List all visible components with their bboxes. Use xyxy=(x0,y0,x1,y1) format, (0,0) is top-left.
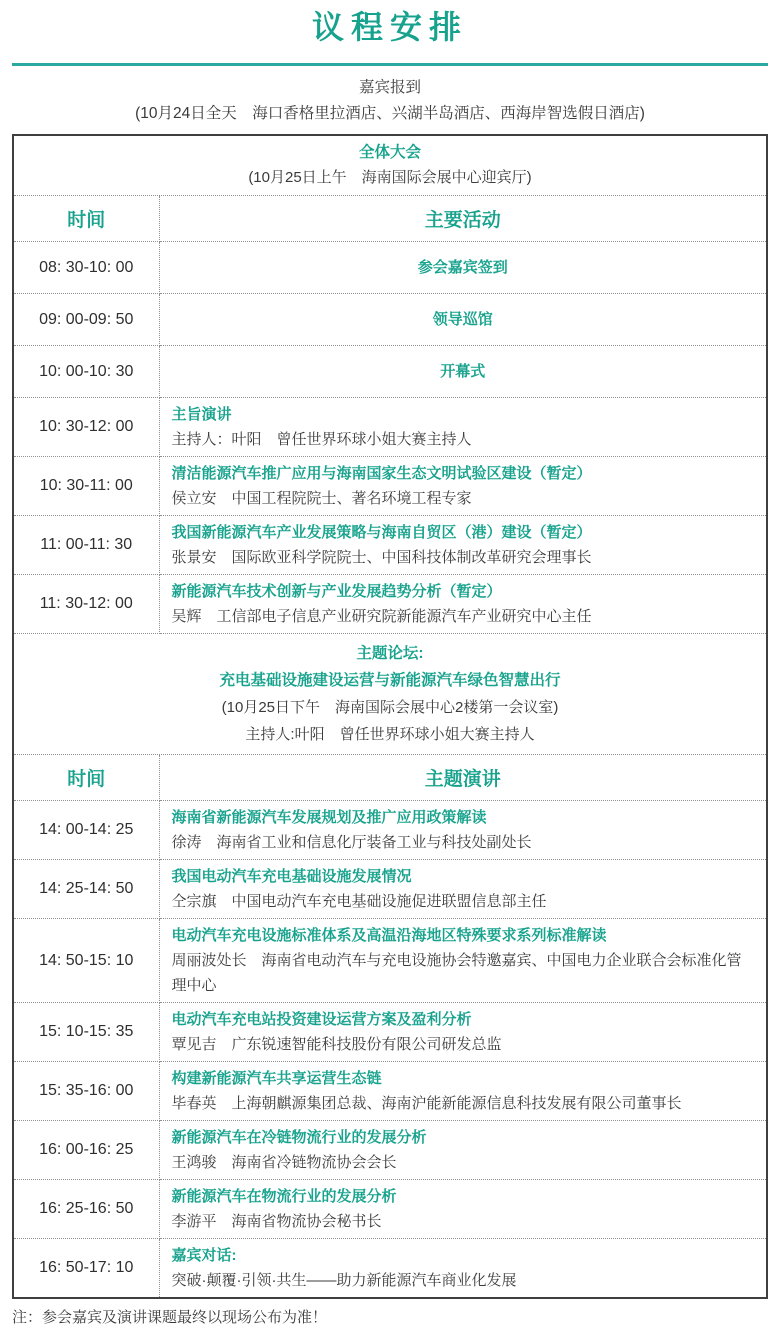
table-row xyxy=(13,516,767,575)
plenary-header-cell xyxy=(13,135,767,196)
page-title: 议程安排 xyxy=(311,9,468,45)
table-row xyxy=(13,1239,767,1299)
time-cell: 15: 10-15: 35 xyxy=(13,1003,159,1062)
speaker-line: 周丽波处长 海南省电动汽车与充电设施协会特邀嘉宾、中国电力企业联合会标准化管理中心 xyxy=(171,952,742,994)
table-row xyxy=(13,919,767,1003)
activity-cell xyxy=(159,801,767,860)
column-header-activity: 主题演讲 xyxy=(159,755,767,801)
activity-cell xyxy=(159,1180,767,1239)
speaker-line: 仝宗旗 中国电动汽车充电基础设施促进联盟信息部主任 xyxy=(171,893,547,910)
speaker-line: 主持人：叶阳 曾任世界环球小姐大赛主持人 xyxy=(171,431,472,448)
activity-title: 开幕式 xyxy=(440,363,486,380)
forum-column-header-row xyxy=(13,755,767,801)
plenary-header-row xyxy=(13,135,767,196)
activity-title: 新能源汽车在冷链物流行业的发展分析 xyxy=(171,1129,427,1146)
table-row xyxy=(13,294,767,346)
column-header-time: 时间 xyxy=(13,196,159,242)
activity-title: 构建新能源汽车共享运营生态链 xyxy=(171,1070,382,1087)
activity-cell xyxy=(159,346,767,398)
forum-label: 主题论坛: xyxy=(356,645,424,662)
activity-title: 嘉宾对话: xyxy=(171,1247,237,1264)
time-cell: 08: 30-10: 00 xyxy=(13,242,159,294)
column-header-time: 时间 xyxy=(13,755,159,801)
footer-note: 注：参会嘉宾及演讲课题最终以现场公布为准！ xyxy=(12,1309,328,1326)
activity-title: 清洁能源汽车推广应用与海南国家生态文明试验区建设（暂定） xyxy=(171,465,592,482)
activity-title: 海南省新能源汽车发展规划及推广应用政策解读 xyxy=(171,809,487,826)
time-cell: 15: 35-16: 00 xyxy=(13,1062,159,1121)
time-cell: 10: 00-10: 30 xyxy=(13,346,159,398)
activity-cell xyxy=(159,242,767,294)
speaker-line: 毕春英 上海朝麒源集团总裁、海南沪能新能源信息科技发展有限公司董事长 xyxy=(171,1095,682,1112)
activity-title: 领导巡馆 xyxy=(432,311,493,328)
activity-cell xyxy=(159,516,767,575)
table-row xyxy=(13,242,767,294)
table-row xyxy=(13,398,767,457)
time-cell: 14: 50-15: 10 xyxy=(13,919,159,1003)
activity-cell xyxy=(159,1003,767,1062)
activity-cell xyxy=(159,860,767,919)
time-cell: 10: 30-11: 00 xyxy=(13,457,159,516)
activity-cell xyxy=(159,1121,767,1180)
forum-host: 主持人:叶阳 曾任世界环球小姐大赛主持人 xyxy=(245,726,535,743)
speaker-line: 徐涛 海南省工业和信息化厅装备工业与科技处副处长 xyxy=(171,834,532,851)
plenary-subtitle: (10月25日上午 海南国际会展中心迎宾厅) xyxy=(248,169,532,186)
activity-title: 我国电动汽车充电基础设施发展情况 xyxy=(171,868,412,885)
activity-title: 新能源汽车技术创新与产业发展趋势分析（暂定） xyxy=(171,583,502,600)
forum-header-row xyxy=(13,634,767,755)
activity-cell xyxy=(159,294,767,346)
agenda-table xyxy=(12,134,768,1299)
activity-cell xyxy=(159,575,767,634)
activity-cell xyxy=(159,919,767,1003)
time-cell: 16: 00-16: 25 xyxy=(13,1121,159,1180)
table-row xyxy=(13,457,767,516)
speaker-line: 王鸿骏 海南省冷链物流协会会长 xyxy=(171,1154,397,1171)
activity-cell xyxy=(159,1239,767,1299)
activity-title: 我国新能源汽车产业发展策略与海南自贸区（港）建设（暂定） xyxy=(171,524,592,541)
speaker-line: 覃见吉 广东锐速智能科技股份有限公司研发总监 xyxy=(171,1036,502,1053)
speaker-line: 突破·颠覆·引领·共生——助力新能源汽车商业化发展 xyxy=(171,1272,517,1289)
activity-title: 新能源汽车在物流行业的发展分析 xyxy=(171,1188,397,1205)
time-cell: 14: 00-14: 25 xyxy=(13,801,159,860)
activity-title: 电动汽车充电站投资建设运营方案及盈利分析 xyxy=(171,1011,472,1028)
table-row xyxy=(13,860,767,919)
speaker-line: 张景安 国际欧亚科学院院士、中国科技体制改革研究会理事长 xyxy=(171,549,592,566)
forum-title: 充电基础设施建设运营与新能源汽车绿色智慧出行 xyxy=(219,672,561,689)
time-cell: 11: 30-12: 00 xyxy=(13,575,159,634)
plenary-column-header-row xyxy=(13,196,767,242)
table-row xyxy=(13,346,767,398)
table-row xyxy=(13,801,767,860)
activity-cell xyxy=(159,398,767,457)
column-header-activity: 主要活动 xyxy=(159,196,767,242)
table-row xyxy=(13,1062,767,1121)
speaker-line: 侯立安 中国工程院院士、著名环境工程专家 xyxy=(171,490,472,507)
table-row xyxy=(13,1180,767,1239)
activity-title: 参会嘉宾签到 xyxy=(417,259,508,276)
top-divider xyxy=(12,63,768,66)
table-row xyxy=(13,575,767,634)
forum-header-cell xyxy=(13,634,767,755)
activity-title: 主旨演讲 xyxy=(171,406,232,423)
plenary-title: 全体大会 xyxy=(358,144,421,161)
speaker-line: 吴辉 工信部电子信息产业研究院新能源汽车产业研究中心主任 xyxy=(171,608,592,625)
checkin-title: 嘉宾报到 xyxy=(358,79,421,96)
table-row xyxy=(13,1003,767,1062)
activity-cell xyxy=(159,457,767,516)
speaker-line: 李游平 海南省物流协会秘书长 xyxy=(171,1213,382,1230)
activity-title: 电动汽车充电设施标准体系及高温沿海地区特殊要求系列标准解读 xyxy=(171,927,607,944)
activity-cell xyxy=(159,1062,767,1121)
time-cell: 14: 25-14: 50 xyxy=(13,860,159,919)
table-row xyxy=(13,1121,767,1180)
time-cell: 16: 50-17: 10 xyxy=(13,1239,159,1299)
time-cell: 09: 00-09: 50 xyxy=(13,294,159,346)
time-cell: 11: 00-11: 30 xyxy=(13,516,159,575)
checkin-block xyxy=(0,75,780,127)
forum-venue: (10月25日下午 海南国际会展中心2楼第一会议室) xyxy=(221,699,559,716)
time-cell: 16: 25-16: 50 xyxy=(13,1180,159,1239)
checkin-detail: (10月24日全天 海口香格里拉酒店、兴湖半岛酒店、西海岸智选假日酒店) xyxy=(135,105,645,122)
time-cell: 10: 30-12: 00 xyxy=(13,398,159,457)
